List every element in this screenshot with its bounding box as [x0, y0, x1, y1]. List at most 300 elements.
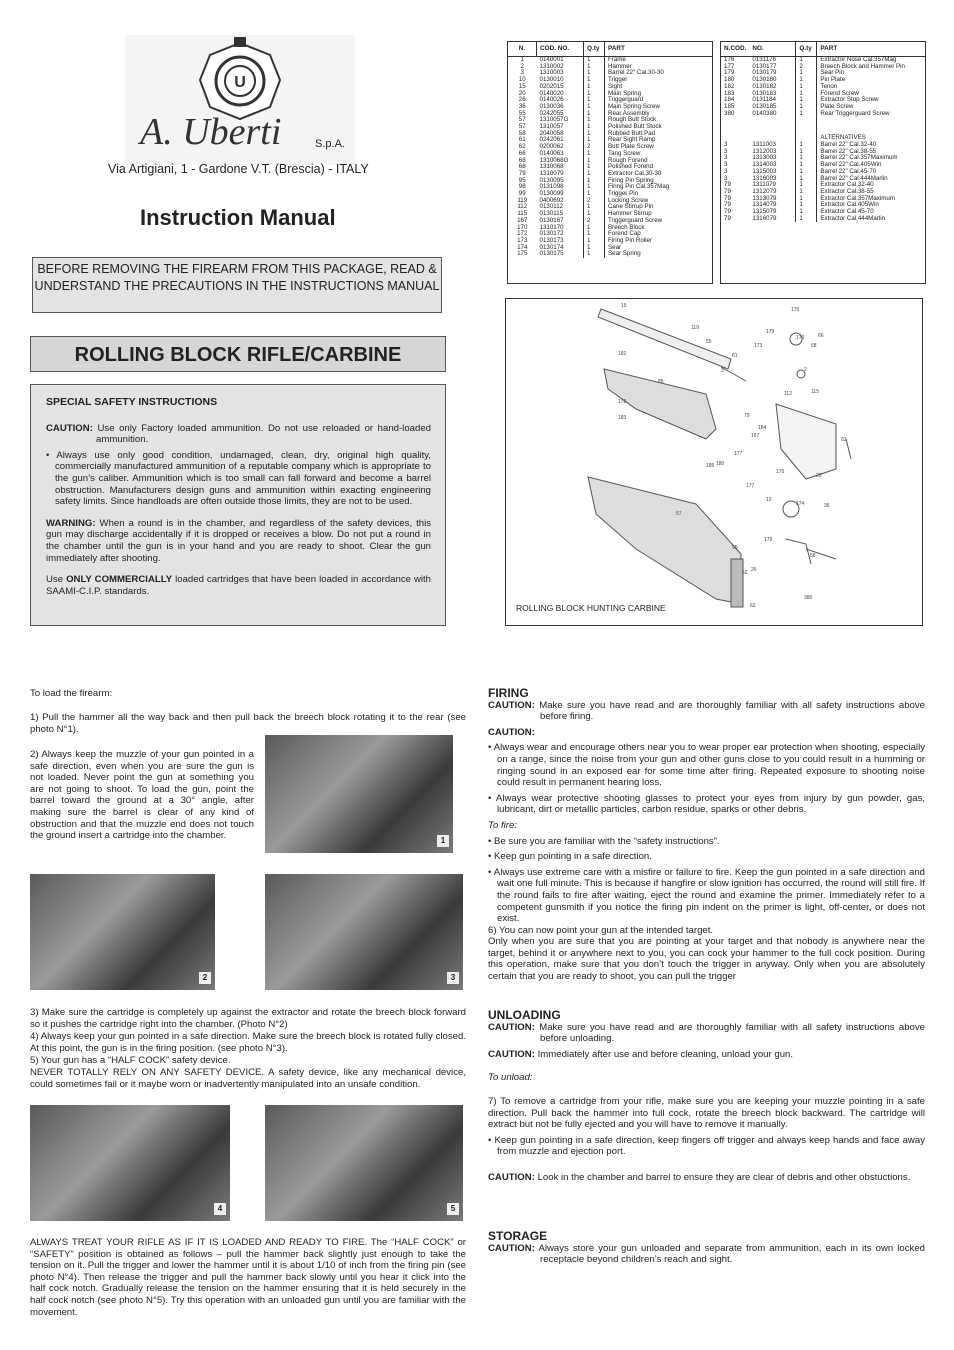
table-cell: 2 — [584, 198, 605, 205]
table-cell: Extractor Nose Cal.357Mag — [817, 57, 925, 64]
safety-warning — [46, 518, 431, 564]
parts-table-2-grid — [721, 42, 925, 222]
table-cell: 112 — [517, 203, 528, 211]
table-cell: 179 — [724, 69, 735, 77]
table-cell: 0130174 — [539, 243, 564, 251]
table-cell: Rough Butt Stock — [605, 117, 713, 124]
load-step-3: 3) Make sure the cartridge is completely up against the extractor and rotate the breech block forward so it pushes the cartridge right into the chamber. (Photo N°2) — [30, 1007, 466, 1030]
table-cell: 0130183 — [752, 89, 777, 97]
table-cell: Firing Pin Cal.357Mag — [605, 184, 713, 191]
table-cell: 1 — [584, 104, 605, 111]
table-cell: 1310002 — [539, 62, 564, 70]
storage-section — [488, 1231, 925, 1270]
table-cell: 3 — [724, 161, 728, 169]
table-cell: 61 — [518, 136, 526, 144]
caution-label: CAUTION: — [488, 1048, 535, 1060]
half-cock-instructions: ALWAYS TREAT YOUR RIFLE AS IF IT IS LOADED AND READY TO FIRE. The “HALF COCK” or “SAFETY” position is obtained as follows – pull the hammer back slightly just enough to take the tension on it. Pull the trigger and lower the hammer until it is about 1/10 of inch from the firing pin (see photo N°4). Then release the trigger and pull the hammer back slowly until you hear it click into the half cock notch. Gradually release the tension on the hammer ensuring that it is held securely in the half cock notch (see photo N°5). Try this operation with an unloaded gun until you are familiar with the movement. — [30, 1237, 466, 1318]
part-callout: 174 — [796, 501, 805, 507]
table-cell: Breech Block and Hammer Pin — [817, 64, 925, 71]
part-callout: 3 — [721, 368, 724, 374]
table-cell: 380 — [724, 109, 735, 117]
caution-text: Immediately after use and before cleaning, unload your gun. — [537, 1048, 794, 1060]
table-cell: 1 — [584, 131, 605, 138]
table-cell: Tenon — [817, 84, 925, 91]
part-callout: 68 — [811, 343, 817, 349]
table-cell: Main Spring Screw — [605, 104, 713, 111]
part-callout: 119 — [691, 325, 699, 331]
part-callout: 63 — [841, 437, 847, 443]
table-cell: Breech Block — [605, 225, 713, 232]
table-cell: 36 — [518, 102, 526, 110]
photo-number: 2 — [199, 972, 211, 984]
table-cell: 95 — [518, 176, 526, 184]
load-step-4: 4) Always keep your gun pointed in a safe direction. Make sure the breech block is rotated fully closed. At this point, the gun is in the firing position. (see photo N°3). — [30, 1031, 466, 1054]
table-cell: 79 — [724, 187, 731, 195]
table-cell: 1 — [584, 158, 605, 165]
table-cell: 55 — [518, 109, 526, 117]
parts-table-2 — [720, 41, 926, 284]
caution-label: CAUTION: — [488, 726, 535, 738]
table-cell: Tang Screw — [605, 151, 713, 158]
table-cell: 184 — [724, 96, 735, 104]
part-callout: 179 — [766, 329, 775, 335]
rifle-diagram-drawing — [506, 299, 922, 625]
table-cell: 0202015 — [539, 82, 564, 90]
safety-instructions-box — [30, 384, 446, 626]
photo-number: 5 — [447, 1203, 459, 1215]
table-cell: 1315003 — [752, 167, 777, 175]
load-step-1: 1) Pull the hammer all the way back and then pull back the breech block rotating it to the rear (see photo N°1). — [30, 712, 466, 735]
firing-caution-2 — [488, 727, 925, 739]
table-cell: 172 — [517, 230, 528, 238]
part-callout: 36 — [824, 503, 830, 509]
part-callout: 10 — [766, 497, 772, 503]
table-cell: 1 — [584, 211, 605, 218]
table-cell: 1315079 — [752, 208, 777, 216]
table-cell: Extractor Cal.32-40 — [817, 182, 925, 189]
unloading-caution-3 — [488, 1172, 925, 1184]
part-callout: 173 — [754, 343, 763, 349]
table-cell: 0130095 — [539, 176, 564, 184]
table-cell: 1310057G — [539, 116, 569, 124]
table-cell: 1 — [796, 189, 817, 196]
firing-bullet-familiar: • Be sure you are familiar with the “safety instructions”. — [488, 835, 720, 847]
model-title: ROLLING BLOCK RIFLE/CARBINE — [74, 344, 402, 366]
part-callout: 380 — [804, 595, 813, 601]
part-callout: 66 — [818, 333, 824, 339]
table-cell: 0130173 — [539, 236, 564, 244]
part-callout: 175 — [776, 469, 785, 475]
table-cell: 1 — [584, 231, 605, 238]
table-cell: 0130177 — [752, 62, 777, 70]
logo-letter: U — [234, 74, 246, 91]
table-cell: Firing Pin Roller — [605, 238, 713, 245]
firing-bullet-direction: • Keep gun pointing in a safe direction. — [488, 851, 652, 863]
table-cell: 1 — [796, 84, 817, 91]
package-warning-box — [32, 257, 442, 313]
firing-caution-1 — [488, 700, 925, 723]
table-cell: 1 — [584, 111, 605, 118]
to-unload-label: To unload: — [488, 1072, 533, 1084]
table-cell: Extractor Cal.45-70 — [817, 209, 925, 216]
storage-caution — [488, 1243, 925, 1266]
storage-heading: STORAGE — [488, 1229, 548, 1243]
table-cell: 98 — [518, 183, 526, 191]
part-callout: 62 — [742, 570, 748, 576]
table-cell: 1 — [584, 57, 605, 64]
table-cell: 0140001 — [539, 56, 564, 63]
table-cell: 1 — [584, 84, 605, 91]
col-header: PART — [605, 42, 713, 57]
part-callout: 183 — [618, 415, 627, 421]
table-cell: Locking Screw — [605, 198, 713, 205]
table-cell: 176 — [724, 56, 735, 63]
table-cell: 175 — [517, 250, 528, 258]
table-cell: Forend Screw — [817, 91, 925, 98]
part-callout: 182 — [618, 351, 627, 357]
table-cell: 2 — [584, 144, 605, 151]
col-header: Q.ty — [796, 42, 817, 57]
table-cell: 1 — [584, 225, 605, 232]
firing-bullet-ear: • Always wear and encourage others near you to wear proper ear protection when shooting, especially on a range, since the noise from your gun and other guns close to you could result in a humming or ringing sound in an exposed ear for some time after firing. Repeated exposure to shooting noise could result in permanent hearing loss. — [488, 742, 925, 789]
table-cell: 0140063 — [539, 149, 564, 157]
caution-text: Make sure you have read and are thoroughly familiar with all safety instructions above before firing. — [539, 699, 925, 723]
caution-text: Always store your gun unloaded and separate from ammunition, each in its own locked receptacle beyond children’s reach and sight. — [538, 1242, 925, 1266]
table-cell: 1 — [796, 97, 817, 104]
table-cell: 0200062 — [539, 143, 564, 151]
table-cell: 57 — [518, 123, 526, 131]
table-cell: 1316079 — [752, 214, 777, 222]
table-cell: Extractor Cal.444Marlin — [817, 216, 925, 223]
load-step-5: 5) Your gun has a “HALF COCK” safety device. — [30, 1055, 231, 1066]
table-cell: Hammer Stirrup — [605, 211, 713, 218]
table-cell: 58 — [518, 129, 526, 137]
table-cell: Sight — [605, 84, 713, 91]
caution-label: CAUTION: — [488, 1021, 535, 1033]
table-cell: 1312003 — [752, 147, 777, 155]
firing-section — [488, 688, 925, 983]
package-warning-text: BEFORE REMOVING THE FIREARM FROM THIS PACKAGE, READ & UNDERSTAND THE PRECAUTIONS IN THE INSTRUCTIONS MANUAL — [34, 262, 440, 293]
photo-number: 3 — [447, 972, 459, 984]
warning-label: WARNING: — [46, 517, 96, 529]
caution-label: CAUTION: — [46, 422, 93, 434]
table-cell: 1316003 — [752, 174, 777, 182]
table-cell: 1 — [584, 91, 605, 98]
part-callout: 57 — [676, 511, 682, 517]
table-cell: 1 — [796, 149, 817, 156]
table-cell: 0130010 — [539, 76, 564, 84]
table-cell: 2 — [796, 64, 817, 71]
table-cell: 0400692 — [539, 196, 564, 204]
table-cell: Extractor Cal.357Maximum — [817, 196, 925, 203]
table-cell: 174 — [517, 243, 528, 251]
table-cell: Trigger Pin — [605, 191, 713, 198]
safety-bullet: • Always use only good condition, undamaged, clean, dry, original high quality, commercially manufactured ammunition of a reputable company which is appropriate to the gun’s caliber. Ammunition which is too small can fall forward and become a barrel obstruction. Manufacturers design guns and ammunition within exacting engineering safety limits. Since handloads are often outside those limits, they are not to be used. — [46, 449, 431, 508]
table-cell: 1 — [584, 251, 605, 258]
table-cell: 1 — [796, 216, 817, 223]
table-cell: 0140020 — [539, 89, 564, 97]
table-cell: 0130172 — [539, 230, 564, 238]
table-cell: 0130185 — [752, 102, 777, 110]
photo-number: 4 — [214, 1203, 226, 1215]
table-cell: 1 — [520, 56, 524, 63]
part-callout: 177 — [734, 451, 743, 457]
table-cell: Rear Triggerguard Screw — [817, 111, 925, 118]
table-cell: 1 — [584, 137, 605, 144]
table-cell: Forend Cap — [605, 231, 713, 238]
manual-title: Instruction Manual — [140, 205, 336, 230]
table-cell: 1 — [584, 77, 605, 84]
part-callout: 172 — [618, 399, 627, 405]
part-callout: 26 — [751, 567, 757, 573]
table-cell: 1311079 — [752, 181, 777, 189]
table-cell: Polished Forend — [605, 164, 713, 171]
table-cell: 99 — [518, 190, 526, 198]
table-cell: Rear Assembly — [605, 111, 713, 118]
part-callout: 58 — [810, 553, 816, 559]
table-cell: 0242055 — [539, 109, 564, 117]
part-callout: 79 — [744, 413, 750, 419]
part-callout: 15 — [621, 303, 627, 309]
firing-step-6-detail: Only when you are sure that you are pointing at your target and that nobody is anywhere near the target, behind it or anywhere next to you, you can cock your hammer to the full cock position. During this operation, make sure that you don’t touch the trigger in anyway. Only when you are absolutely certain that you are ready to shoot, you can pull the trigger — [488, 936, 925, 983]
table-cell: 182 — [724, 82, 735, 90]
part-callout: 115 — [811, 389, 819, 395]
model-title-box — [30, 336, 446, 372]
table-cell: 0130182 — [752, 82, 777, 90]
table-cell: 79 — [724, 214, 731, 222]
load-step-2: 2) Always keep the muzzle of your gun pointed in a safe direction, even when you are sure the gun is not loaded. Never point the gun at something you are not going to shoot. To load the gun, point the barrel toward the ground at a 30° angle, after making sure the barrel is clear of any kind of obstruction and that the muzzle end does not touch the ground insert a cartridge into the chamber. — [30, 749, 254, 842]
table-cell: 177 — [724, 62, 735, 70]
table-row — [721, 216, 925, 223]
table-cell: 185 — [724, 102, 735, 110]
part-callout: 61 — [732, 353, 738, 359]
part-callout: 20 — [816, 473, 822, 479]
table-cell: 173 — [517, 236, 528, 244]
table-cell: 0130167 — [539, 216, 564, 224]
photo-3 — [265, 874, 463, 990]
firing-bullet-eyes: • Always wear protective shooting glasses to protect your eyes from injury by gun powder, gas, lubricant, dirt or metallic particles, carbon residue, sparks or other debris. — [488, 792, 925, 816]
photo-1 — [265, 735, 453, 853]
part-callout: 62 — [750, 603, 756, 609]
safety-device-note: NEVER TOTALLY RELY ON ANY SAFETY DEVICE. A safety device, like any mechanical device, could sometimes fail or it maybe worn or inadvertently manipulated into an unsafe condition. — [30, 1067, 466, 1090]
table-cell: 0131098 — [539, 183, 564, 191]
table-cell: 1310068 — [539, 163, 564, 171]
table-cell: 3 — [520, 69, 524, 77]
caution-text: Use only Factory loaded ammunition. Do not use reloaded or hand-loaded ammunition. — [96, 422, 431, 446]
caution-text: Look in the chamber and barrel to ensure they are clear of debris and other obstuctions. — [537, 1171, 911, 1183]
table-cell: 1 — [584, 245, 605, 252]
exploded-diagram — [505, 298, 923, 626]
table-cell: 0140380 — [752, 109, 777, 117]
table-cell: 1 — [584, 117, 605, 124]
table-cell: 1313079 — [752, 194, 777, 202]
table-cell: 1 — [796, 196, 817, 203]
table-row — [721, 111, 925, 118]
table-cell: 1310057 — [539, 123, 564, 131]
table-spacer — [721, 117, 925, 135]
table-cell: Extractor Cal.405Win — [817, 202, 925, 209]
col-header: NO. — [749, 42, 796, 57]
table-cell: Triggerguard Screw — [605, 218, 713, 225]
table-cell: 3 — [724, 154, 728, 162]
photo-number: 1 — [437, 835, 449, 847]
table-cell: 26 — [518, 96, 526, 104]
table-cell: Cane Stirrup Pin — [605, 204, 713, 211]
table-cell: 1 — [796, 142, 817, 149]
table-cell: 1310003 — [539, 69, 564, 77]
part-callout: 85 — [658, 379, 664, 385]
table-cell: 167 — [517, 216, 528, 224]
table-cell: 1 — [796, 70, 817, 77]
part-callout: 112 — [784, 391, 792, 397]
table-cell: 68 — [518, 163, 526, 171]
alternatives-label: ALTERNATIVES — [817, 135, 925, 142]
table-cell: 1312079 — [752, 187, 777, 195]
table-cell: 183 — [724, 89, 735, 97]
part-callout: 167 — [751, 433, 760, 439]
to-fire-label: To fire: — [488, 819, 517, 831]
table-cell: 2 — [520, 62, 524, 70]
table-cell: 1 — [796, 209, 817, 216]
table-cell: 0130112 — [539, 203, 564, 211]
table-cell: 0242061 — [539, 136, 564, 144]
company-address: Via Artigiani, 1 - Gardone V.T. (Brescia) - ITALY — [108, 162, 369, 176]
table-cell: 0130099 — [539, 190, 564, 198]
table-cell: 3 — [724, 141, 728, 149]
table-cell: 1310068G — [539, 156, 569, 164]
table-cell: 68 — [518, 156, 526, 164]
col-header: Q.ty — [584, 42, 605, 57]
table-cell: 115 — [517, 210, 528, 218]
part-callout: 179 — [764, 537, 773, 543]
table-cell: 62 — [518, 143, 526, 151]
table-cell: 1314003 — [752, 161, 777, 169]
table-cell: Barrel 22" Cal.357Maximum — [817, 155, 925, 162]
part-callout: 176 — [796, 335, 805, 341]
table-cell: 0130179 — [752, 69, 777, 77]
table-cell: 1 — [584, 164, 605, 171]
table-cell: 1 — [584, 151, 605, 158]
table-cell: 1310079 — [539, 169, 564, 177]
table-cell: Rubbed Butt Pad — [605, 131, 713, 138]
table-cell: Barrel 22" Cal.32-40 — [817, 142, 925, 149]
table-cell: 0140026 — [539, 96, 564, 104]
part-callout: 170 — [791, 307, 800, 313]
table-cell: 1 — [796, 104, 817, 111]
diagram-caption: ROLLING BLOCK HUNTING CARBINE — [516, 603, 666, 613]
table-cell: 79 — [724, 181, 731, 189]
unloading-heading: UNLOADING — [488, 1008, 561, 1022]
use-post: loaded cartridges that have been loaded in accordance with SAAMI-C.I.P. standards. — [46, 574, 432, 597]
table-cell: 3 — [724, 167, 728, 175]
table-cell: 180 — [724, 76, 735, 84]
part-callout: 177 — [746, 483, 755, 489]
safety-use-commercial — [46, 574, 431, 597]
table-cell: 170 — [517, 223, 528, 231]
part-callout: 184 — [758, 425, 767, 431]
warning-text: When a round is in the chamber, and regardless of the safety devices, this gun may discharge accidentally if it is dropped or receives a blow. Do not put a round in the chamber until the gun is in your hand and you are ready to shoot. Clear the gun immediately after shooting. — [46, 517, 431, 564]
table-cell: Barrel 22" Cal.45-70 — [817, 169, 925, 176]
table-cell: 2040058 — [539, 129, 564, 137]
caution-text: Make sure you have read and are thoroughly familiar with all safety instructions above before unloading. — [539, 1021, 925, 1045]
col-header: PART — [817, 42, 925, 57]
table-cell: 79 — [724, 208, 731, 216]
table-cell: 1 — [796, 111, 817, 118]
col-header: COD. NO. — [537, 42, 584, 57]
table-cell: 1 — [796, 57, 817, 64]
use-pre: Use — [46, 574, 64, 586]
table-cell: Hammer — [605, 64, 713, 71]
part-callout: 185 — [706, 463, 715, 469]
table-cell: 2 — [584, 218, 605, 225]
table-cell: Rough Forend — [605, 158, 713, 165]
table-cell: Firing Pin Spring — [605, 178, 713, 185]
table-cell: Extractor Stop Screw — [817, 97, 925, 104]
table-cell: Sear — [605, 245, 713, 252]
table-cell: 1 — [796, 202, 817, 209]
caution-label: CAUTION: — [488, 699, 535, 711]
table-cell: 1311003 — [752, 141, 777, 149]
brand-suffix: S.p.A. — [315, 138, 345, 150]
table-cell: 15 — [518, 82, 526, 90]
table-cell: 0130180 — [752, 76, 777, 84]
table-cell: 1 — [796, 155, 817, 162]
table-cell: Rear Sight Ramp — [605, 137, 713, 144]
photo-5 — [265, 1105, 463, 1221]
part-callout: 95 — [732, 545, 738, 551]
parts-table-1-grid — [508, 42, 712, 258]
table-cell: 1310170 — [539, 223, 564, 231]
table-cell: 3 — [724, 147, 728, 155]
table-cell: 1 — [796, 182, 817, 189]
table-cell: 1 — [584, 204, 605, 211]
table-cell: Barrel 22" Cal.30-30 — [605, 70, 713, 77]
firing-heading: FIRING — [488, 686, 529, 700]
table-cell: 1 — [796, 162, 817, 169]
table-cell: 1 — [584, 171, 605, 178]
unloading-bullet: • Keep gun pointing in a safe direction, keep fingers off trigger and always keep hands and face away from muzzle and ejection port. — [488, 1134, 925, 1158]
unloading-section — [488, 1010, 925, 1188]
table-cell: Butt Plate Screw — [605, 144, 713, 151]
unloading-step-7: 7) To remove a cartridge from your rifle, make sure you are keeping your muzzle pointing in a safe direction. Pull back the hammer into full cock, rotate the breech block backward. The cartridge will extract but not be fully ejected and you will have to remove it manually. — [488, 1095, 925, 1131]
table-row — [508, 251, 712, 258]
table-cell: 1 — [584, 64, 605, 71]
table-cell: 0131176 — [752, 56, 777, 63]
table-cell: Main Spring — [605, 91, 713, 98]
table-cell: Barrel 22" Cal.38-55 — [817, 149, 925, 156]
load-intro: To load the firearm: — [30, 688, 113, 699]
table-cell: 1 — [796, 91, 817, 98]
table-cell: 1 — [796, 176, 817, 183]
caution-label: CAUTION: — [488, 1242, 535, 1254]
caution-label: CAUTION: — [488, 1171, 535, 1183]
safety-caution — [46, 423, 431, 446]
table-cell: 1 — [584, 184, 605, 191]
table-cell: 0130036 — [539, 102, 564, 110]
firing-bullet-misfire: • Always use extreme care with a misfire or failure to fire. Keep the gun pointed in a safe direction and wait one full minute. This is because if hangfire or slow ignition has occurred, the round will still fire. If the round fails to fire after waiting, eject the round and examine the primer. Immediately refer to a competent gunsmith if you notice the firing pin indent on the primer is light, off-center, or does not exist. — [488, 866, 926, 925]
part-callout: 180 — [716, 461, 725, 467]
table-cell: Extractor Cal.30-30 — [605, 171, 713, 178]
table-cell: Polished Butt Stock — [605, 124, 713, 131]
table-cell: 3 — [724, 174, 728, 182]
table-cell: 1314079 — [752, 201, 777, 209]
table-cell: 1 — [584, 238, 605, 245]
table-cell: 79 — [724, 201, 731, 209]
photo-2 — [30, 874, 215, 990]
table-cell: Sear Spring — [605, 251, 713, 258]
table-cell: 1 — [584, 178, 605, 185]
table-cell: Frame — [605, 57, 713, 64]
